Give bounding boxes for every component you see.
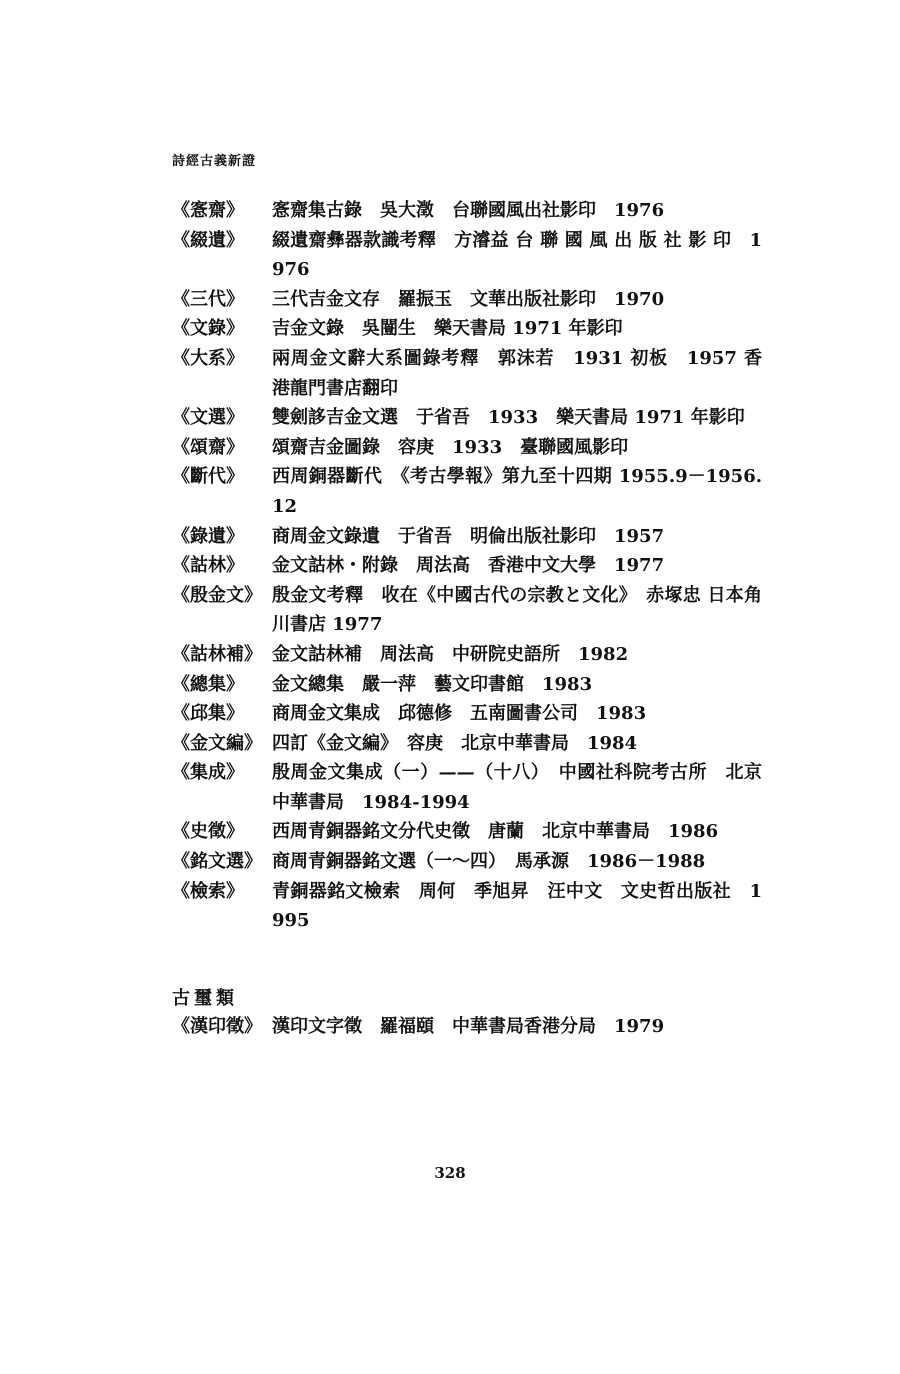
section-heading: 古璽類 xyxy=(172,988,238,1009)
list-item xyxy=(172,877,762,936)
list-item xyxy=(172,196,762,226)
entry-abbreviation: 《愙齋》 xyxy=(172,200,244,221)
entry-abbreviation: 《大系》 xyxy=(172,347,244,369)
list-item xyxy=(172,729,762,759)
entry-abbreviation: 《詁林補》 xyxy=(172,643,262,665)
entry-description: 雙劍誃吉金文選 于省吾 1933 樂天書局 1971 年影印 xyxy=(272,407,745,429)
entry-abbreviation: 《頌齋》 xyxy=(172,436,244,458)
entry-description: 金文詁林補 周法高 中研院史語所 1982 xyxy=(272,643,629,665)
entry-description: 青銅器銘文檢索 周何 季旭昇 汪中文 文史哲出版社 1995 xyxy=(272,880,762,932)
list-item xyxy=(172,344,762,403)
entry-description: 西周青銅器銘文分代史徵 唐蘭 北京中華書局 1986 xyxy=(272,821,719,843)
entry-description: 三代吉金文存 羅振玉 文華出版社影印 1970 xyxy=(272,288,665,310)
list-item xyxy=(172,314,762,344)
list-item xyxy=(172,581,762,640)
entry-abbreviation: 《詁林》 xyxy=(172,555,244,577)
list-item xyxy=(172,640,762,670)
list-item xyxy=(172,1012,762,1042)
section-list xyxy=(172,1012,762,1042)
list-item xyxy=(172,226,762,285)
entry-abbreviation: 《斷代》 xyxy=(172,466,244,488)
entry-description: 頌齋吉金圖錄 容庚 1933 臺聯國風影印 xyxy=(272,436,629,458)
entry-description: 漢印文字徵 羅福頤 中華書局香港分局 1979 xyxy=(272,1016,665,1037)
entry-description: 殷金文考釋 收在《中國古代の宗教と文化》 赤塚忠 日本角川書店 1977 xyxy=(272,584,762,636)
list-item xyxy=(172,433,762,463)
entry-abbreviation: 《三代》 xyxy=(172,288,244,310)
entry-description: 愙齋集古錄 吳大澂 台聯國風出社影印 1976 xyxy=(272,200,665,221)
entry-abbreviation: 《檢索》 xyxy=(172,880,244,902)
list-item xyxy=(172,522,762,552)
entry-description: 商周金文錄遺 于省吾 明倫出版社影印 1957 xyxy=(272,525,665,547)
entry-abbreviation: 《集成》 xyxy=(172,762,244,784)
entry-description: 兩周金文辭大系圖錄考釋 郭沫若 1931 初板 1957 香港龍門書店翻印 xyxy=(272,347,762,399)
entry-abbreviation: 《錄遺》 xyxy=(172,525,244,547)
list-item xyxy=(172,817,762,847)
entry-abbreviation: 《文錄》 xyxy=(172,318,244,340)
bibliography-list xyxy=(172,196,762,936)
entry-abbreviation: 《漢印徵》 xyxy=(172,1016,262,1037)
entry-description: 商周金文集成 邱德修 五南圖書公司 1983 xyxy=(272,703,647,725)
list-item xyxy=(172,285,762,315)
entry-abbreviation: 《金文編》 xyxy=(172,732,262,754)
entry-description: 四訂《金文編》 容庚 北京中華書局 1984 xyxy=(272,732,638,754)
entry-description: 金文詁林・附錄 周法高 香港中文大學 1977 xyxy=(272,555,665,577)
entry-abbreviation: 《史徵》 xyxy=(172,821,244,843)
entry-abbreviation: 《殷金文》 xyxy=(172,584,262,606)
entry-abbreviation: 《邱集》 xyxy=(172,703,244,725)
list-item xyxy=(172,551,762,581)
entry-abbreviation: 《綴遺》 xyxy=(172,229,244,251)
page-number: 328 xyxy=(434,1164,466,1182)
list-item xyxy=(172,403,762,433)
entry-description: 綴遺齋彝器款識考釋 方濬益 台 聯 國 風 出 版 社 影 印 1976 xyxy=(272,229,762,281)
list-item xyxy=(172,699,762,729)
list-item xyxy=(172,670,762,700)
entry-abbreviation: 《銘文選》 xyxy=(172,851,262,873)
entry-description: 西周銅器斷代 《考古學報》第九至十四期 1955.9－1956.12 xyxy=(272,466,762,517)
entry-description: 商周青銅器銘文選（一～四） 馬承源 1986－1988 xyxy=(272,851,706,873)
list-item xyxy=(172,462,762,521)
entry-description: 殷周金文集成（一）——（十八） 中國社科院考古所 北京中華書局 1984-1994 xyxy=(272,762,762,813)
entry-abbreviation: 《文選》 xyxy=(172,407,244,429)
entry-description: 金文總集 嚴一萍 藝文印書館 1983 xyxy=(272,673,593,695)
entry-description: 吉金文錄 吳闓生 樂天書局 1971 年影印 xyxy=(272,318,623,340)
entry-abbreviation: 《總集》 xyxy=(172,673,244,695)
list-item xyxy=(172,847,762,877)
list-item xyxy=(172,758,762,817)
running-header: 詩經古義新證 xyxy=(172,154,257,169)
